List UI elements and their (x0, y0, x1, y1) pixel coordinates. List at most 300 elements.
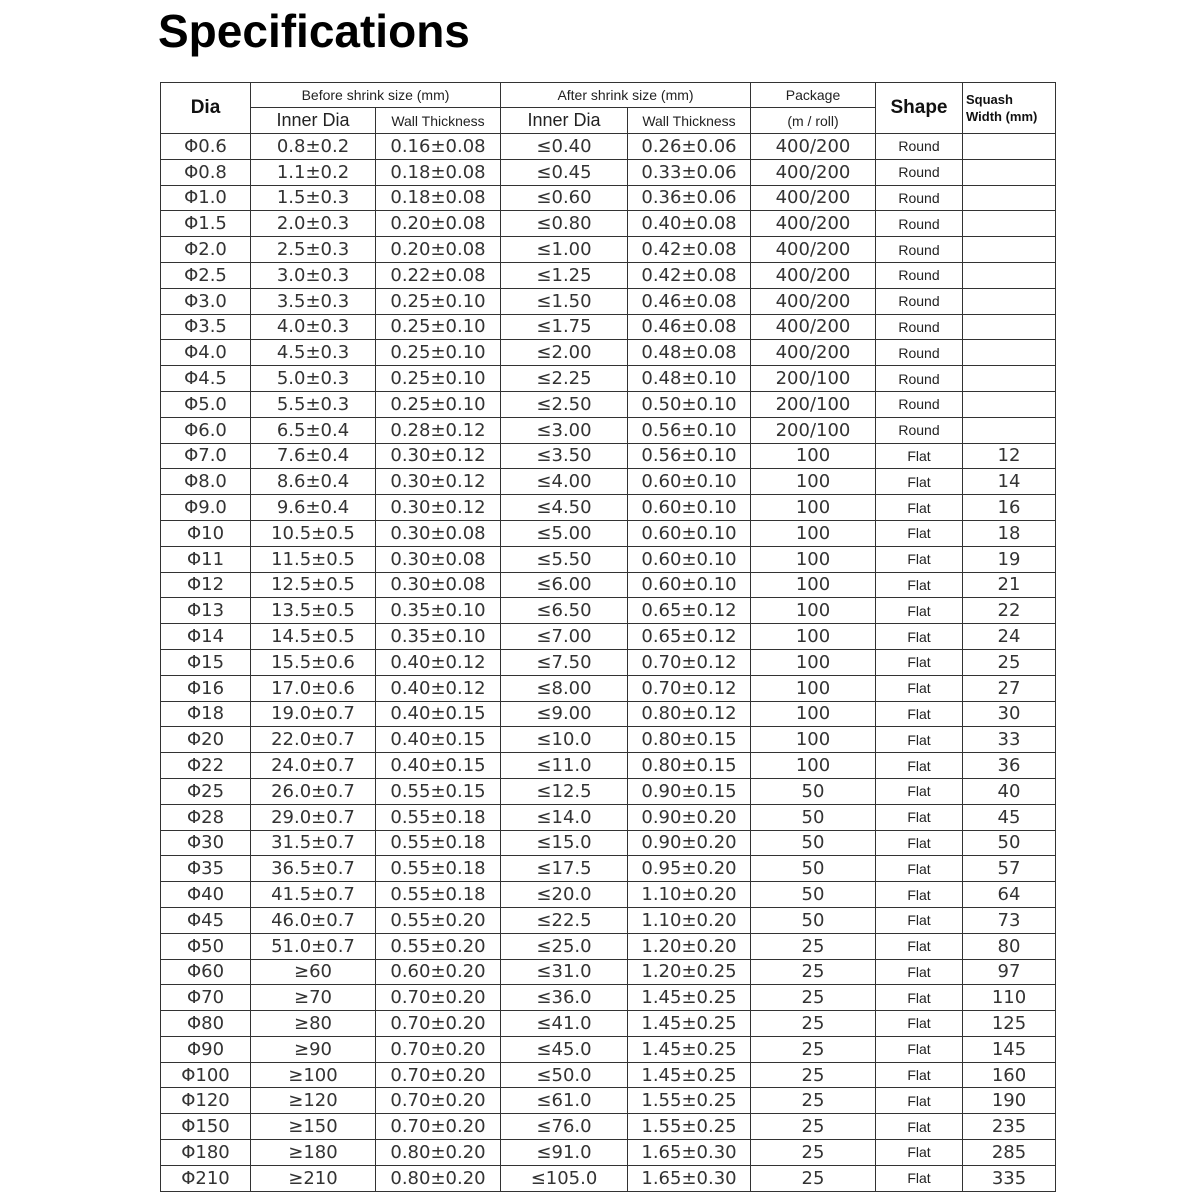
after-inner-dia-cell: ≤0.60 (501, 185, 628, 211)
before-wall-thickness-cell: 0.40±0.12 (376, 675, 501, 701)
dia-cell: Φ14 (161, 624, 251, 650)
dia-cell: Φ16 (161, 675, 251, 701)
squash-width-cell: 145 (963, 1036, 1056, 1062)
before-inner-dia-cell: ≥90 (251, 1036, 376, 1062)
package-cell: 100 (751, 598, 876, 624)
after-inner-dia-cell: ≤31.0 (501, 959, 628, 985)
shape-cell: Flat (876, 933, 963, 959)
shape-cell: Flat (876, 546, 963, 572)
after-inner-dia-cell: ≤5.00 (501, 520, 628, 546)
after-inner-dia-cell: ≤7.00 (501, 624, 628, 650)
package-cell: 25 (751, 1088, 876, 1114)
squash-width-cell: 19 (963, 546, 1056, 572)
after-inner-dia-cell: ≤76.0 (501, 1114, 628, 1140)
after-inner-dia-cell: ≤2.00 (501, 340, 628, 366)
after-inner-dia-cell: ≤4.50 (501, 495, 628, 521)
squash-width-cell: 40 (963, 778, 1056, 804)
before-wall-thickness-cell: 0.25±0.10 (376, 391, 501, 417)
table-row (161, 262, 1056, 288)
after-wall-thickness-cell: 0.60±0.10 (628, 572, 751, 598)
after-wall-thickness-cell: 0.56±0.10 (628, 417, 751, 443)
shape-cell: Round (876, 340, 963, 366)
dia-cell: Φ13 (161, 598, 251, 624)
after-wall-thickness-cell: 0.60±0.10 (628, 520, 751, 546)
before-inner-dia-cell: ≥210 (251, 1165, 376, 1191)
table-row (161, 237, 1056, 263)
before-wall-thickness-cell: 0.25±0.10 (376, 288, 501, 314)
before-wall-thickness-cell: 0.25±0.10 (376, 366, 501, 392)
before-inner-dia-cell: 36.5±0.7 (251, 856, 376, 882)
before-wall-thickness-cell: 0.25±0.10 (376, 314, 501, 340)
shape-cell: Round (876, 366, 963, 392)
package-cell: 200/100 (751, 391, 876, 417)
shape-cell: Flat (876, 1011, 963, 1037)
package-cell: 50 (751, 830, 876, 856)
after-wall-thickness-cell: 0.36±0.06 (628, 185, 751, 211)
package-cell: 400/200 (751, 340, 876, 366)
table-row (161, 366, 1056, 392)
dia-cell: Φ50 (161, 933, 251, 959)
after-wall-thickness-cell: 0.46±0.08 (628, 314, 751, 340)
header-dia: Dia (161, 83, 251, 134)
before-wall-thickness-cell: 0.70±0.20 (376, 1036, 501, 1062)
shape-cell: Flat (876, 649, 963, 675)
table-row (161, 649, 1056, 675)
before-wall-thickness-cell: 0.20±0.08 (376, 237, 501, 263)
squash-width-cell (963, 185, 1056, 211)
dia-cell: Φ28 (161, 804, 251, 830)
before-inner-dia-cell: 13.5±0.5 (251, 598, 376, 624)
squash-width-cell (963, 262, 1056, 288)
before-wall-thickness-cell: 0.55±0.20 (376, 933, 501, 959)
shape-cell: Round (876, 314, 963, 340)
shape-cell: Round (876, 262, 963, 288)
squash-width-cell: 12 (963, 443, 1056, 469)
after-inner-dia-cell: ≤36.0 (501, 985, 628, 1011)
before-inner-dia-cell: ≥80 (251, 1011, 376, 1037)
table-row (161, 907, 1056, 933)
before-wall-thickness-cell: 0.30±0.08 (376, 572, 501, 598)
after-wall-thickness-cell: 0.70±0.12 (628, 649, 751, 675)
shape-cell: Round (876, 185, 963, 211)
package-cell: 100 (751, 443, 876, 469)
after-inner-dia-cell: ≤10.0 (501, 727, 628, 753)
table-row (161, 1011, 1056, 1037)
shape-cell: Round (876, 159, 963, 185)
after-inner-dia-cell: ≤4.00 (501, 469, 628, 495)
table-row (161, 211, 1056, 237)
before-inner-dia-cell: 7.6±0.4 (251, 443, 376, 469)
before-wall-thickness-cell: 0.30±0.12 (376, 495, 501, 521)
after-wall-thickness-cell: 1.45±0.25 (628, 1011, 751, 1037)
package-cell: 25 (751, 1011, 876, 1037)
after-inner-dia-cell: ≤2.25 (501, 366, 628, 392)
dia-cell: Φ15 (161, 649, 251, 675)
shape-cell: Flat (876, 1036, 963, 1062)
after-wall-thickness-cell: 1.45±0.25 (628, 985, 751, 1011)
before-wall-thickness-cell: 0.30±0.08 (376, 546, 501, 572)
after-wall-thickness-cell: 1.55±0.25 (628, 1114, 751, 1140)
squash-width-cell: 33 (963, 727, 1056, 753)
before-inner-dia-cell: 9.6±0.4 (251, 495, 376, 521)
after-wall-thickness-cell: 1.10±0.20 (628, 907, 751, 933)
after-wall-thickness-cell: 1.65±0.30 (628, 1165, 751, 1191)
package-cell: 400/200 (751, 185, 876, 211)
before-inner-dia-cell: ≥120 (251, 1088, 376, 1114)
shape-cell: Round (876, 237, 963, 263)
before-inner-dia-cell: 29.0±0.7 (251, 804, 376, 830)
after-wall-thickness-cell: 0.56±0.10 (628, 443, 751, 469)
table-row (161, 933, 1056, 959)
table-row (161, 882, 1056, 908)
before-inner-dia-cell: 24.0±0.7 (251, 753, 376, 779)
before-inner-dia-cell: 22.0±0.7 (251, 727, 376, 753)
dia-cell: Φ10 (161, 520, 251, 546)
package-cell: 100 (751, 520, 876, 546)
squash-width-cell (963, 237, 1056, 263)
after-inner-dia-cell: ≤2.50 (501, 391, 628, 417)
dia-cell: Φ12 (161, 572, 251, 598)
squash-width-cell: 160 (963, 1062, 1056, 1088)
squash-width-cell: 110 (963, 985, 1056, 1011)
after-wall-thickness-cell: 0.90±0.20 (628, 804, 751, 830)
package-cell: 400/200 (751, 288, 876, 314)
before-wall-thickness-cell: 0.70±0.20 (376, 1088, 501, 1114)
squash-width-cell: 45 (963, 804, 1056, 830)
package-cell: 25 (751, 1062, 876, 1088)
package-cell: 25 (751, 1140, 876, 1166)
header-before-shrink: Before shrink size (mm) (251, 83, 501, 108)
before-wall-thickness-cell: 0.40±0.12 (376, 649, 501, 675)
dia-cell: Φ3.0 (161, 288, 251, 314)
table-row (161, 159, 1056, 185)
table-row (161, 443, 1056, 469)
before-inner-dia-cell: 1.5±0.3 (251, 185, 376, 211)
before-wall-thickness-cell: 0.40±0.15 (376, 727, 501, 753)
after-wall-thickness-cell: 0.65±0.12 (628, 624, 751, 650)
package-cell: 50 (751, 778, 876, 804)
after-inner-dia-cell: ≤3.00 (501, 417, 628, 443)
dia-cell: Φ45 (161, 907, 251, 933)
squash-width-cell: 27 (963, 675, 1056, 701)
after-wall-thickness-cell: 0.95±0.20 (628, 856, 751, 882)
before-inner-dia-cell: 15.5±0.6 (251, 649, 376, 675)
before-inner-dia-cell: ≥180 (251, 1140, 376, 1166)
squash-width-cell (963, 340, 1056, 366)
before-wall-thickness-cell: 0.55±0.20 (376, 907, 501, 933)
table-row (161, 675, 1056, 701)
after-wall-thickness-cell: 0.80±0.12 (628, 701, 751, 727)
before-inner-dia-cell: 3.5±0.3 (251, 288, 376, 314)
after-inner-dia-cell: ≤1.75 (501, 314, 628, 340)
header-before-wall-thickness: Wall Thickness (376, 108, 501, 134)
dia-cell: Φ8.0 (161, 469, 251, 495)
package-cell: 100 (751, 727, 876, 753)
dia-cell: Φ3.5 (161, 314, 251, 340)
before-inner-dia-cell: 4.0±0.3 (251, 314, 376, 340)
after-wall-thickness-cell: 0.26±0.06 (628, 134, 751, 160)
before-wall-thickness-cell: 0.30±0.12 (376, 443, 501, 469)
before-wall-thickness-cell: 0.40±0.15 (376, 753, 501, 779)
squash-width-cell: 16 (963, 495, 1056, 521)
dia-cell: Φ100 (161, 1062, 251, 1088)
shape-cell: Flat (876, 907, 963, 933)
after-wall-thickness-cell: 0.90±0.15 (628, 778, 751, 804)
after-inner-dia-cell: ≤50.0 (501, 1062, 628, 1088)
after-wall-thickness-cell: 0.42±0.08 (628, 237, 751, 263)
dia-cell: Φ20 (161, 727, 251, 753)
before-inner-dia-cell: 46.0±0.7 (251, 907, 376, 933)
before-wall-thickness-cell: 0.40±0.15 (376, 701, 501, 727)
package-cell: 100 (751, 753, 876, 779)
after-wall-thickness-cell: 0.42±0.08 (628, 262, 751, 288)
shape-cell: Flat (876, 675, 963, 701)
before-inner-dia-cell: 14.5±0.5 (251, 624, 376, 650)
header-shape: Shape (876, 83, 963, 134)
header-squash-width (963, 83, 1056, 134)
dia-cell: Φ25 (161, 778, 251, 804)
after-wall-thickness-cell: 0.60±0.10 (628, 469, 751, 495)
dia-cell: Φ180 (161, 1140, 251, 1166)
squash-width-cell: 21 (963, 572, 1056, 598)
after-inner-dia-cell: ≤0.40 (501, 134, 628, 160)
after-inner-dia-cell: ≤105.0 (501, 1165, 628, 1191)
after-inner-dia-cell: ≤6.50 (501, 598, 628, 624)
before-wall-thickness-cell: 0.18±0.08 (376, 185, 501, 211)
before-inner-dia-cell: 19.0±0.7 (251, 701, 376, 727)
package-cell: 400/200 (751, 134, 876, 160)
shape-cell: Flat (876, 882, 963, 908)
before-inner-dia-cell: 2.5±0.3 (251, 237, 376, 263)
before-inner-dia-cell: 17.0±0.6 (251, 675, 376, 701)
before-wall-thickness-cell: 0.55±0.18 (376, 856, 501, 882)
shape-cell: Flat (876, 778, 963, 804)
squash-width-cell: 57 (963, 856, 1056, 882)
dia-cell: Φ40 (161, 882, 251, 908)
squash-width-cell: 24 (963, 624, 1056, 650)
table-row (161, 778, 1056, 804)
before-wall-thickness-cell: 0.25±0.10 (376, 340, 501, 366)
table-row (161, 598, 1056, 624)
before-wall-thickness-cell: 0.70±0.20 (376, 1011, 501, 1037)
before-wall-thickness-cell: 0.20±0.08 (376, 211, 501, 237)
table-row (161, 727, 1056, 753)
header-squash-line1: Squash (966, 92, 1013, 107)
shape-cell: Round (876, 417, 963, 443)
after-inner-dia-cell: ≤0.80 (501, 211, 628, 237)
package-cell: 100 (751, 495, 876, 521)
after-inner-dia-cell: ≤14.0 (501, 804, 628, 830)
after-wall-thickness-cell: 1.45±0.25 (628, 1062, 751, 1088)
page-title: Specifications (158, 5, 470, 57)
table-row (161, 1088, 1056, 1114)
dia-cell: Φ4.5 (161, 366, 251, 392)
table-body (161, 134, 1056, 1192)
after-inner-dia-cell: ≤1.50 (501, 288, 628, 314)
before-wall-thickness-cell: 0.55±0.18 (376, 830, 501, 856)
header-package: Package (751, 83, 876, 108)
after-inner-dia-cell: ≤15.0 (501, 830, 628, 856)
squash-width-cell: 235 (963, 1114, 1056, 1140)
shape-cell: Flat (876, 1114, 963, 1140)
dia-cell: Φ18 (161, 701, 251, 727)
header-before-inner-dia: Inner Dia (251, 108, 376, 134)
dia-cell: Φ30 (161, 830, 251, 856)
shape-cell: Flat (876, 469, 963, 495)
shape-cell: Flat (876, 753, 963, 779)
before-wall-thickness-cell: 0.60±0.20 (376, 959, 501, 985)
after-inner-dia-cell: ≤45.0 (501, 1036, 628, 1062)
dia-cell: Φ120 (161, 1088, 251, 1114)
package-cell: 400/200 (751, 237, 876, 263)
package-cell: 25 (751, 1165, 876, 1191)
before-inner-dia-cell: 41.5±0.7 (251, 882, 376, 908)
table-row (161, 1114, 1056, 1140)
dia-cell: Φ90 (161, 1036, 251, 1062)
before-wall-thickness-cell: 0.55±0.18 (376, 882, 501, 908)
after-wall-thickness-cell: 1.45±0.25 (628, 1036, 751, 1062)
table-row (161, 701, 1056, 727)
dia-cell: Φ11 (161, 546, 251, 572)
shape-cell: Flat (876, 572, 963, 598)
squash-width-cell: 80 (963, 933, 1056, 959)
shape-cell: Flat (876, 701, 963, 727)
table-row (161, 1036, 1056, 1062)
table-row (161, 469, 1056, 495)
package-cell: 25 (751, 933, 876, 959)
package-cell: 25 (751, 985, 876, 1011)
after-inner-dia-cell: ≤1.00 (501, 237, 628, 263)
package-cell: 50 (751, 882, 876, 908)
before-inner-dia-cell: 5.0±0.3 (251, 366, 376, 392)
table-row (161, 546, 1056, 572)
shape-cell: Flat (876, 443, 963, 469)
squash-width-cell: 30 (963, 701, 1056, 727)
squash-width-cell: 18 (963, 520, 1056, 546)
after-inner-dia-cell: ≤11.0 (501, 753, 628, 779)
package-cell: 50 (751, 804, 876, 830)
package-cell: 400/200 (751, 211, 876, 237)
before-wall-thickness-cell: 0.18±0.08 (376, 159, 501, 185)
after-inner-dia-cell: ≤91.0 (501, 1140, 628, 1166)
after-inner-dia-cell: ≤6.00 (501, 572, 628, 598)
before-wall-thickness-cell: 0.80±0.20 (376, 1140, 501, 1166)
squash-width-cell: 73 (963, 907, 1056, 933)
before-inner-dia-cell: ≥150 (251, 1114, 376, 1140)
table-row (161, 753, 1056, 779)
before-wall-thickness-cell: 0.80±0.20 (376, 1165, 501, 1191)
after-inner-dia-cell: ≤1.25 (501, 262, 628, 288)
shape-cell: Flat (876, 1165, 963, 1191)
dia-cell: Φ0.6 (161, 134, 251, 160)
before-inner-dia-cell: 5.5±0.3 (251, 391, 376, 417)
before-wall-thickness-cell: 0.35±0.10 (376, 624, 501, 650)
dia-cell: Φ22 (161, 753, 251, 779)
shape-cell: Flat (876, 1062, 963, 1088)
before-wall-thickness-cell: 0.28±0.12 (376, 417, 501, 443)
header-after-shrink: After shrink size (mm) (501, 83, 751, 108)
shape-cell: Flat (876, 985, 963, 1011)
squash-width-cell: 285 (963, 1140, 1056, 1166)
table-row (161, 985, 1056, 1011)
squash-width-cell (963, 134, 1056, 160)
after-wall-thickness-cell: 0.80±0.15 (628, 727, 751, 753)
squash-width-cell: 36 (963, 753, 1056, 779)
dia-cell: Φ60 (161, 959, 251, 985)
before-wall-thickness-cell: 0.70±0.20 (376, 1062, 501, 1088)
shape-cell: Flat (876, 830, 963, 856)
dia-cell: Φ150 (161, 1114, 251, 1140)
after-inner-dia-cell: ≤7.50 (501, 649, 628, 675)
header-squash-line2: Width (mm) (966, 109, 1038, 124)
after-inner-dia-cell: ≤9.00 (501, 701, 628, 727)
before-wall-thickness-cell: 0.30±0.12 (376, 469, 501, 495)
shape-cell: Round (876, 211, 963, 237)
dia-cell: Φ7.0 (161, 443, 251, 469)
after-wall-thickness-cell: 0.48±0.10 (628, 366, 751, 392)
after-inner-dia-cell: ≤25.0 (501, 933, 628, 959)
table-row (161, 391, 1056, 417)
package-cell: 400/200 (751, 314, 876, 340)
after-wall-thickness-cell: 1.65±0.30 (628, 1140, 751, 1166)
after-inner-dia-cell: ≤8.00 (501, 675, 628, 701)
before-wall-thickness-cell: 0.70±0.20 (376, 1114, 501, 1140)
squash-width-cell: 335 (963, 1165, 1056, 1191)
shape-cell: Flat (876, 598, 963, 624)
table-row (161, 340, 1056, 366)
before-inner-dia-cell: 8.6±0.4 (251, 469, 376, 495)
table-row (161, 288, 1056, 314)
after-inner-dia-cell: ≤0.45 (501, 159, 628, 185)
table-row (161, 856, 1056, 882)
squash-width-cell: 25 (963, 649, 1056, 675)
package-cell: 25 (751, 1114, 876, 1140)
table-row (161, 520, 1056, 546)
after-inner-dia-cell: ≤20.0 (501, 882, 628, 908)
dia-cell: Φ6.0 (161, 417, 251, 443)
table-row (161, 1140, 1056, 1166)
after-wall-thickness-cell: 0.60±0.10 (628, 495, 751, 521)
squash-width-cell (963, 391, 1056, 417)
package-cell: 100 (751, 624, 876, 650)
after-wall-thickness-cell: 0.33±0.06 (628, 159, 751, 185)
before-inner-dia-cell: 0.8±0.2 (251, 134, 376, 160)
before-inner-dia-cell: 11.5±0.5 (251, 546, 376, 572)
shape-cell: Flat (876, 495, 963, 521)
dia-cell: Φ1.5 (161, 211, 251, 237)
before-inner-dia-cell: 26.0±0.7 (251, 778, 376, 804)
squash-width-cell: 97 (963, 959, 1056, 985)
shape-cell: Flat (876, 959, 963, 985)
table-row (161, 830, 1056, 856)
squash-width-cell: 125 (963, 1011, 1056, 1037)
package-cell: 100 (751, 675, 876, 701)
package-cell: 100 (751, 469, 876, 495)
dia-cell: Φ210 (161, 1165, 251, 1191)
package-cell: 100 (751, 649, 876, 675)
shape-cell: Flat (876, 804, 963, 830)
before-wall-thickness-cell: 0.30±0.08 (376, 520, 501, 546)
squash-width-cell: 64 (963, 882, 1056, 908)
shape-cell: Flat (876, 856, 963, 882)
after-wall-thickness-cell: 0.50±0.10 (628, 391, 751, 417)
package-cell: 25 (751, 959, 876, 985)
after-inner-dia-cell: ≤17.5 (501, 856, 628, 882)
header-package-unit: (m / roll) (751, 108, 876, 134)
after-wall-thickness-cell: 0.40±0.08 (628, 211, 751, 237)
package-cell: 25 (751, 1036, 876, 1062)
table-row (161, 495, 1056, 521)
